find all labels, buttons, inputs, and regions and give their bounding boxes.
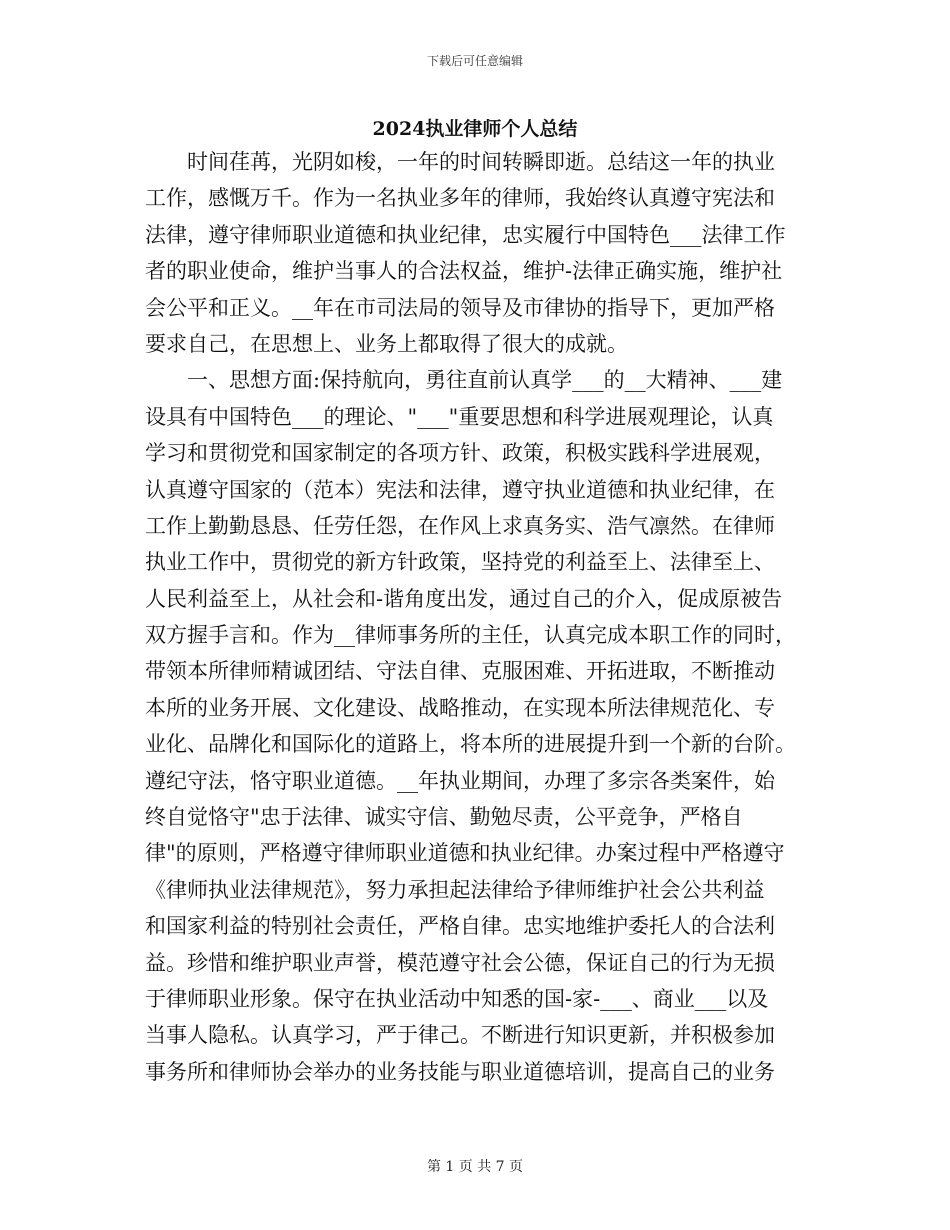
body-line: 带领本所律师精诚团结、守法自律、克服困难、开拓进取，不断推动 [145,659,775,684]
body-line: 工作上勤勤恳恳、任劳任怨，在作风上求真务实、浩气凛然。在律师 [145,513,775,538]
body-line: 会公平和正义。__年在市司法局的领导及市律协的指导下，更加严格 [145,295,775,320]
page-number: 第 1 页 共 7 页 [426,1159,524,1175]
body-line: 执业工作中，贯彻党的新方针政策，坚持党的利益至上、法律至上、 [145,550,775,575]
body-line: 和国家利益的特别社会责任，严格自律。忠实地维护委托人的合法利 [145,914,775,939]
body-line: 于律师职业形象。保守在执业活动中知悉的国-家-___、商业___以及 [145,986,769,1011]
body-line: 益。珍惜和维护职业声誉，模范遵守社会公德，保证自己的行为无损 [145,950,775,975]
body-line: 《律师执业法律规范》，努力承担起法律给予律师维护社会公共利益 [145,877,765,902]
body-line: 一、思想方面:保持航向，勇往直前认真学___的__大精神、___建 [145,368,783,393]
body-line: 业化、品牌化和国际化的道路上，将本所的进展提升到一个新的台阶。 [145,732,796,757]
page-header: 下载后可任意编辑 [426,54,523,68]
body-line: 时间荏苒，光阴如梭，一年的时间转瞬即逝。总结这一年的执业 [145,150,775,174]
body-line: 人民利益至上，从社会和-谐角度出发，通过自己的介入，促成原被告 [145,586,783,611]
body-line: 设具有中国特色___的理论、"___"重要思想和科学进展观理论，认真 [145,404,774,429]
body-line: 工作，感慨万千。作为一名执业多年的律师，我始终认真遵守宪法和 [145,186,775,211]
body-line: 律"的原则，严格遵守律师职业道德和执业纪律。办案过程中严格遵守 [145,841,785,866]
document-body [145,144,810,1090]
body-line: 要求自己，在思想上、业务上都取得了很大的成就。 [145,331,628,356]
body-line: 事务所和律师协会举办的业务技能与职业道德培训，提高自己的业务 [145,1059,775,1084]
body-line: 双方握手言和。作为__律师事务所的主任，认真完成本职工作的同时， [145,623,796,648]
body-line: 遵纪守法，恪守职业道德。__年执业期间，办理了多宗各类案件，始 [145,768,775,793]
body-line: 本所的业务开展、文化建设、战略推动，在实现本所法律规范化、专 [145,695,775,720]
body-line: 者的职业使命，维护当事人的合法权益，维护-法律正确实施，维护社 [145,259,783,284]
body-line: 法律，遵守律师职业道德和执业纪律，忠实履行中国特色___法律工作 [145,222,786,247]
document-title: 2024执业律师个人总结 [372,118,578,140]
body-line: 认真遵守国家的（范本）宪法和法律，遵守执业道德和执业纪律，在 [145,477,775,502]
body-line: 终自觉恪守"忠于法律、诚实守信、勤勉尽责，公平竞争，严格自 [145,805,743,830]
body-line: 当事人隐私。认真学习，严于律己。不断进行知识更新，并积极参加 [145,1023,775,1048]
body-line: 学习和贯彻党和国家制定的各项方针、政策，积极实践科学进展观， [145,441,775,466]
